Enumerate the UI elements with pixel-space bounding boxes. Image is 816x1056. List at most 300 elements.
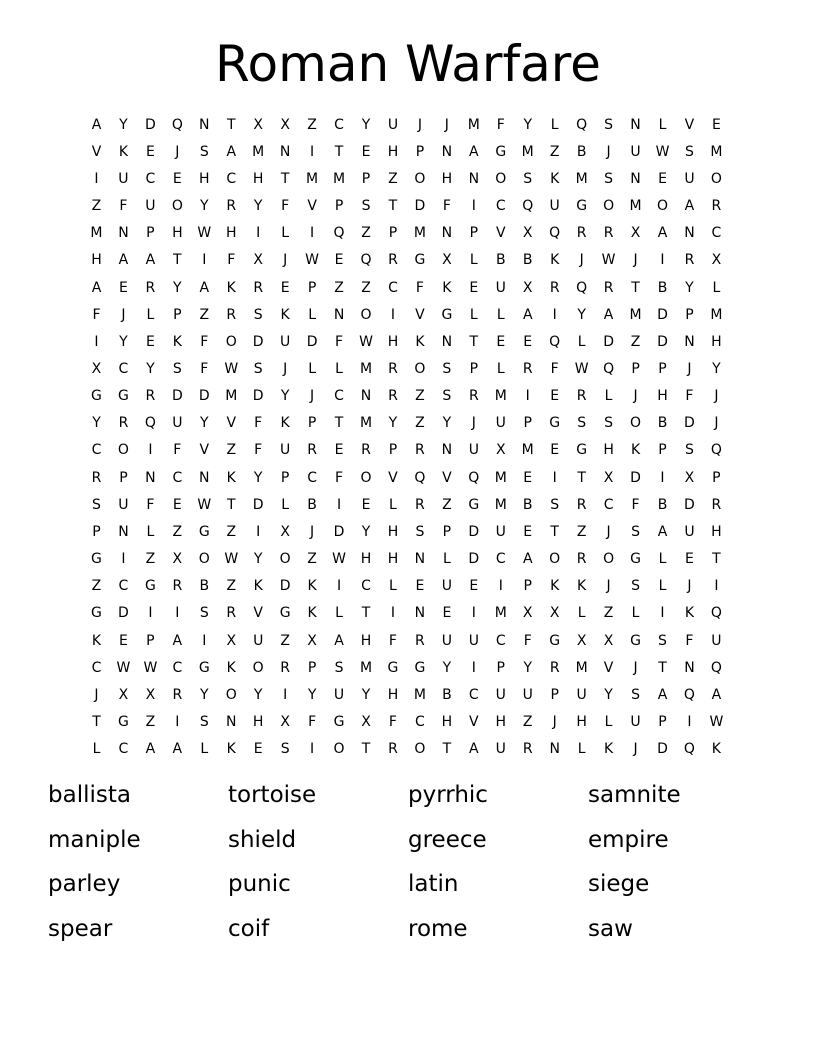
- grid-cell[interactable]: Z: [361, 225, 371, 242]
- grid-cell[interactable]: E: [361, 496, 371, 513]
- grid-cell[interactable]: A: [657, 523, 668, 540]
- grid-cell[interactable]: Z: [307, 551, 317, 568]
- grid-cell[interactable]: S: [685, 143, 694, 160]
- grid-cell[interactable]: A: [684, 198, 695, 215]
- grid-cell[interactable]: U: [522, 686, 533, 703]
- grid-cell[interactable]: X: [522, 605, 533, 622]
- grid-cell[interactable]: G: [630, 632, 641, 649]
- grid-cell[interactable]: R: [388, 252, 398, 269]
- grid-cell[interactable]: W: [332, 551, 346, 568]
- grid-cell[interactable]: G: [576, 442, 588, 459]
- grid-cell[interactable]: R: [522, 741, 533, 758]
- grid-cell[interactable]: Z: [145, 551, 156, 568]
- grid-cell[interactable]: O: [603, 198, 615, 215]
- grid-cell[interactable]: M: [306, 170, 319, 187]
- grid-cell[interactable]: K: [442, 279, 452, 296]
- grid-cell[interactable]: B: [522, 496, 533, 513]
- grid-cell[interactable]: P: [469, 225, 479, 242]
- grid-cell[interactable]: A: [118, 252, 129, 269]
- grid-cell[interactable]: O: [198, 551, 210, 568]
- grid-cell[interactable]: J: [283, 360, 288, 377]
- grid-cell[interactable]: I: [175, 714, 180, 731]
- grid-cell[interactable]: L: [200, 741, 209, 758]
- grid-cell[interactable]: S: [253, 306, 263, 323]
- grid-cell[interactable]: R: [415, 496, 425, 513]
- grid-cell[interactable]: Q: [171, 116, 183, 133]
- grid-cell[interactable]: D: [414, 198, 426, 215]
- grid-cell[interactable]: O: [360, 306, 372, 323]
- grid-cell[interactable]: E: [658, 170, 667, 187]
- grid-cell[interactable]: P: [307, 279, 317, 296]
- grid-cell[interactable]: V: [253, 605, 263, 622]
- grid-cell[interactable]: F: [254, 415, 263, 432]
- grid-cell[interactable]: A: [145, 741, 156, 758]
- grid-cell[interactable]: C: [495, 551, 506, 568]
- grid-cell[interactable]: A: [657, 686, 668, 703]
- grid-cell[interactable]: K: [550, 170, 560, 187]
- grid-cell[interactable]: Y: [361, 116, 371, 133]
- grid-cell[interactable]: F: [335, 333, 344, 350]
- grid-cell[interactable]: P: [469, 360, 479, 377]
- grid-cell[interactable]: C: [603, 496, 614, 513]
- grid-cell[interactable]: H: [252, 714, 264, 731]
- grid-cell[interactable]: P: [658, 360, 667, 377]
- grid-cell[interactable]: E: [711, 116, 721, 133]
- grid-cell[interactable]: E: [119, 632, 128, 649]
- grid-cell[interactable]: J: [633, 659, 638, 676]
- grid-cell[interactable]: X: [603, 632, 614, 649]
- grid-cell[interactable]: D: [468, 551, 480, 568]
- grid-cell[interactable]: C: [495, 632, 506, 649]
- grid-cell[interactable]: L: [335, 360, 343, 377]
- grid-cell[interactable]: G: [441, 306, 453, 323]
- grid-cell[interactable]: E: [119, 279, 128, 296]
- grid-cell[interactable]: W: [359, 333, 373, 350]
- grid-cell[interactable]: S: [523, 170, 533, 187]
- grid-cell[interactable]: M: [494, 469, 507, 486]
- grid-cell[interactable]: S: [631, 686, 640, 703]
- grid-cell[interactable]: A: [603, 306, 614, 323]
- grid-cell[interactable]: C: [307, 469, 317, 486]
- grid-cell[interactable]: R: [226, 198, 237, 215]
- grid-cell[interactable]: X: [549, 605, 560, 622]
- grid-cell[interactable]: O: [495, 170, 507, 187]
- grid-cell[interactable]: Z: [549, 143, 560, 160]
- grid-cell[interactable]: U: [495, 415, 506, 432]
- grid-cell[interactable]: T: [226, 496, 236, 513]
- grid-cell[interactable]: B: [657, 415, 668, 432]
- grid-cell[interactable]: D: [252, 496, 264, 513]
- grid-cell[interactable]: L: [631, 605, 640, 622]
- grid-cell[interactable]: W: [709, 714, 724, 731]
- grid-cell[interactable]: F: [281, 198, 290, 215]
- grid-cell[interactable]: U: [441, 632, 452, 649]
- grid-cell[interactable]: F: [415, 279, 424, 296]
- grid-cell[interactable]: F: [496, 116, 505, 133]
- grid-cell[interactable]: A: [469, 741, 479, 758]
- grid-cell[interactable]: M: [629, 198, 642, 215]
- grid-cell[interactable]: Y: [712, 360, 721, 377]
- grid-cell[interactable]: O: [414, 170, 426, 187]
- grid-cell[interactable]: R: [415, 632, 425, 649]
- grid-cell[interactable]: K: [91, 632, 102, 649]
- grid-cell[interactable]: R: [145, 388, 156, 405]
- grid-cell[interactable]: U: [684, 523, 695, 540]
- grid-cell[interactable]: R: [603, 279, 614, 296]
- grid-cell[interactable]: O: [171, 198, 183, 215]
- grid-cell[interactable]: J: [283, 252, 288, 269]
- grid-cell[interactable]: V: [469, 714, 479, 731]
- grid-cell[interactable]: D: [630, 469, 641, 486]
- grid-cell[interactable]: U: [118, 496, 129, 513]
- grid-cell[interactable]: S: [334, 659, 344, 676]
- grid-cell[interactable]: J: [552, 714, 557, 731]
- grid-cell[interactable]: P: [496, 659, 505, 676]
- grid-cell[interactable]: Q: [414, 469, 426, 486]
- grid-cell[interactable]: I: [310, 225, 315, 242]
- grid-cell[interactable]: Q: [522, 198, 534, 215]
- grid-cell[interactable]: F: [173, 442, 182, 459]
- grid-cell[interactable]: X: [442, 252, 452, 269]
- grid-cell[interactable]: O: [630, 415, 642, 432]
- grid-cell[interactable]: R: [307, 442, 317, 459]
- grid-cell[interactable]: Y: [604, 686, 613, 703]
- grid-cell[interactable]: K: [280, 415, 290, 432]
- grid-cell[interactable]: H: [172, 225, 183, 242]
- grid-cell[interactable]: E: [442, 605, 452, 622]
- grid-cell[interactable]: T: [361, 741, 371, 758]
- grid-cell[interactable]: L: [577, 333, 586, 350]
- grid-cell[interactable]: Z: [307, 116, 317, 133]
- grid-cell[interactable]: N: [118, 523, 129, 540]
- grid-cell[interactable]: N: [199, 116, 210, 133]
- grid-cell[interactable]: I: [552, 469, 557, 486]
- grid-cell[interactable]: F: [146, 496, 155, 513]
- grid-cell[interactable]: H: [387, 523, 399, 540]
- grid-cell[interactable]: J: [444, 116, 449, 133]
- grid-cell[interactable]: T: [226, 116, 236, 133]
- grid-cell[interactable]: D: [118, 605, 129, 622]
- grid-cell[interactable]: M: [521, 143, 534, 160]
- grid-cell[interactable]: O: [414, 741, 426, 758]
- grid-cell[interactable]: C: [172, 469, 183, 486]
- grid-cell[interactable]: N: [145, 469, 156, 486]
- grid-cell[interactable]: F: [685, 388, 694, 405]
- letter-grid[interactable]: [83, 111, 730, 763]
- grid-cell[interactable]: U: [468, 442, 479, 459]
- grid-cell[interactable]: M: [629, 306, 642, 323]
- grid-cell[interactable]: L: [389, 496, 397, 513]
- grid-cell[interactable]: Z: [603, 605, 614, 622]
- grid-cell[interactable]: R: [711, 198, 722, 215]
- grid-cell[interactable]: G: [414, 252, 426, 269]
- grid-cell[interactable]: S: [361, 198, 371, 215]
- grid-cell[interactable]: S: [415, 523, 425, 540]
- grid-cell[interactable]: B: [442, 686, 452, 703]
- grid-cell[interactable]: Q: [683, 741, 695, 758]
- grid-cell[interactable]: S: [92, 496, 101, 513]
- grid-cell[interactable]: V: [388, 469, 398, 486]
- grid-cell[interactable]: K: [684, 605, 695, 622]
- grid-cell[interactable]: B: [657, 279, 668, 296]
- grid-cell[interactable]: R: [361, 442, 371, 459]
- grid-cell[interactable]: Q: [333, 225, 345, 242]
- grid-cell[interactable]: G: [118, 714, 129, 731]
- grid-cell[interactable]: I: [202, 632, 207, 649]
- grid-cell[interactable]: L: [308, 360, 316, 377]
- grid-cell[interactable]: K: [118, 143, 129, 160]
- grid-cell[interactable]: Q: [576, 116, 588, 133]
- grid-cell[interactable]: N: [549, 741, 560, 758]
- grid-cell[interactable]: N: [684, 659, 695, 676]
- grid-cell[interactable]: W: [601, 252, 616, 269]
- grid-cell[interactable]: Y: [119, 116, 128, 133]
- grid-cell[interactable]: J: [606, 143, 611, 160]
- grid-cell[interactable]: E: [496, 333, 506, 350]
- grid-cell[interactable]: P: [92, 523, 101, 540]
- grid-cell[interactable]: X: [522, 279, 533, 296]
- grid-cell[interactable]: Q: [144, 415, 156, 432]
- grid-cell[interactable]: R: [388, 360, 398, 377]
- grid-cell[interactable]: T: [658, 659, 667, 676]
- grid-cell[interactable]: S: [631, 523, 640, 540]
- grid-cell[interactable]: U: [441, 578, 452, 595]
- grid-cell[interactable]: T: [361, 605, 371, 622]
- grid-cell[interactable]: Y: [361, 523, 371, 540]
- grid-cell[interactable]: I: [94, 333, 99, 350]
- grid-cell[interactable]: R: [91, 469, 102, 486]
- grid-cell[interactable]: Z: [91, 578, 102, 595]
- grid-cell[interactable]: Z: [226, 523, 237, 540]
- grid-cell[interactable]: S: [550, 496, 560, 513]
- grid-cell[interactable]: B: [307, 496, 317, 513]
- grid-cell[interactable]: X: [253, 116, 263, 133]
- grid-cell[interactable]: L: [146, 306, 155, 323]
- grid-cell[interactable]: K: [280, 306, 290, 323]
- grid-cell[interactable]: U: [333, 686, 345, 703]
- grid-cell[interactable]: K: [603, 741, 614, 758]
- grid-cell[interactable]: B: [657, 496, 668, 513]
- grid-cell[interactable]: L: [658, 578, 667, 595]
- grid-cell[interactable]: I: [471, 198, 476, 215]
- grid-cell[interactable]: X: [361, 714, 371, 731]
- grid-cell[interactable]: S: [280, 741, 290, 758]
- grid-cell[interactable]: Y: [361, 686, 371, 703]
- grid-cell[interactable]: I: [310, 143, 315, 160]
- grid-cell[interactable]: G: [414, 659, 426, 676]
- grid-cell[interactable]: N: [414, 551, 426, 568]
- grid-cell[interactable]: C: [91, 659, 102, 676]
- grid-cell[interactable]: C: [415, 714, 425, 731]
- grid-cell[interactable]: M: [575, 659, 588, 676]
- grid-cell[interactable]: I: [148, 605, 153, 622]
- grid-cell[interactable]: F: [388, 632, 397, 649]
- grid-cell[interactable]: E: [415, 578, 425, 595]
- grid-cell[interactable]: P: [550, 686, 559, 703]
- grid-cell[interactable]: I: [660, 252, 665, 269]
- grid-cell[interactable]: Z: [630, 333, 641, 350]
- grid-cell[interactable]: P: [415, 143, 425, 160]
- grid-cell[interactable]: R: [468, 388, 479, 405]
- grid-cell[interactable]: R: [226, 306, 237, 323]
- grid-cell[interactable]: F: [550, 360, 559, 377]
- grid-cell[interactable]: Z: [415, 388, 425, 405]
- grid-cell[interactable]: T: [442, 741, 452, 758]
- grid-cell[interactable]: P: [173, 306, 182, 323]
- grid-cell[interactable]: N: [468, 170, 480, 187]
- grid-cell[interactable]: M: [494, 496, 507, 513]
- grid-cell[interactable]: G: [549, 632, 561, 649]
- grid-cell[interactable]: A: [172, 632, 183, 649]
- grid-cell[interactable]: G: [576, 198, 588, 215]
- grid-cell[interactable]: K: [226, 279, 236, 296]
- grid-cell[interactable]: N: [360, 388, 372, 405]
- grid-cell[interactable]: U: [495, 741, 506, 758]
- grid-cell[interactable]: J: [417, 116, 422, 133]
- grid-cell[interactable]: N: [684, 225, 695, 242]
- grid-cell[interactable]: G: [387, 659, 399, 676]
- grid-cell[interactable]: N: [684, 333, 695, 350]
- grid-cell[interactable]: Y: [200, 686, 209, 703]
- grid-cell[interactable]: Y: [307, 686, 317, 703]
- grid-cell[interactable]: Z: [388, 170, 398, 187]
- grid-cell[interactable]: F: [92, 306, 101, 323]
- grid-cell[interactable]: Q: [710, 659, 722, 676]
- grid-cell[interactable]: J: [633, 252, 638, 269]
- grid-cell[interactable]: B: [199, 578, 210, 595]
- grid-cell[interactable]: V: [307, 198, 317, 215]
- grid-cell[interactable]: R: [576, 551, 587, 568]
- grid-cell[interactable]: D: [252, 388, 264, 405]
- grid-cell[interactable]: U: [549, 198, 560, 215]
- grid-cell[interactable]: P: [388, 225, 398, 242]
- grid-cell[interactable]: R: [549, 659, 560, 676]
- grid-cell[interactable]: O: [252, 659, 264, 676]
- grid-cell[interactable]: F: [442, 198, 451, 215]
- grid-cell[interactable]: J: [633, 741, 638, 758]
- grid-cell[interactable]: I: [525, 388, 530, 405]
- grid-cell[interactable]: E: [334, 442, 344, 459]
- grid-cell[interactable]: X: [522, 225, 533, 242]
- grid-cell[interactable]: L: [389, 578, 397, 595]
- grid-cell[interactable]: E: [145, 143, 155, 160]
- grid-cell[interactable]: E: [469, 279, 479, 296]
- grid-cell[interactable]: D: [657, 741, 668, 758]
- grid-cell[interactable]: K: [550, 252, 560, 269]
- grid-cell[interactable]: D: [657, 333, 668, 350]
- grid-cell[interactable]: M: [252, 143, 265, 160]
- grid-cell[interactable]: X: [145, 686, 156, 703]
- grid-cell[interactable]: N: [441, 143, 453, 160]
- grid-cell[interactable]: H: [495, 714, 507, 731]
- grid-cell[interactable]: I: [121, 551, 126, 568]
- grid-cell[interactable]: H: [387, 143, 399, 160]
- grid-cell[interactable]: J: [606, 523, 611, 540]
- grid-cell[interactable]: C: [468, 686, 479, 703]
- grid-cell[interactable]: U: [495, 686, 506, 703]
- grid-cell[interactable]: X: [495, 442, 506, 459]
- grid-cell[interactable]: J: [310, 388, 315, 405]
- grid-cell[interactable]: S: [604, 170, 614, 187]
- grid-cell[interactable]: H: [441, 714, 453, 731]
- grid-cell[interactable]: U: [172, 415, 183, 432]
- grid-cell[interactable]: K: [307, 605, 317, 622]
- grid-cell[interactable]: I: [310, 741, 315, 758]
- grid-cell[interactable]: G: [198, 659, 210, 676]
- grid-cell[interactable]: A: [469, 143, 479, 160]
- grid-cell[interactable]: D: [198, 388, 210, 405]
- grid-cell[interactable]: D: [333, 523, 345, 540]
- grid-cell[interactable]: M: [575, 170, 588, 187]
- grid-cell[interactable]: Q: [683, 686, 695, 703]
- grid-cell[interactable]: I: [148, 442, 153, 459]
- grid-cell[interactable]: F: [227, 252, 236, 269]
- grid-cell[interactable]: Y: [442, 415, 452, 432]
- grid-cell[interactable]: O: [603, 551, 615, 568]
- grid-cell[interactable]: K: [711, 741, 721, 758]
- grid-cell[interactable]: Y: [173, 279, 182, 296]
- grid-cell[interactable]: X: [280, 714, 290, 731]
- grid-cell[interactable]: L: [308, 306, 316, 323]
- grid-cell[interactable]: N: [226, 714, 237, 731]
- grid-cell[interactable]: J: [714, 388, 719, 405]
- grid-cell[interactable]: Y: [577, 306, 586, 323]
- grid-cell[interactable]: C: [361, 578, 371, 595]
- grid-cell[interactable]: L: [658, 551, 667, 568]
- grid-cell[interactable]: I: [202, 252, 207, 269]
- grid-cell[interactable]: X: [226, 632, 237, 649]
- grid-cell[interactable]: S: [442, 360, 452, 377]
- grid-cell[interactable]: O: [225, 686, 237, 703]
- grid-cell[interactable]: A: [657, 225, 668, 242]
- grid-cell[interactable]: L: [712, 279, 721, 296]
- grid-cell[interactable]: N: [279, 143, 291, 160]
- grid-cell[interactable]: Z: [226, 442, 237, 459]
- grid-cell[interactable]: A: [226, 143, 237, 160]
- grid-cell[interactable]: V: [442, 469, 452, 486]
- grid-cell[interactable]: N: [199, 469, 210, 486]
- grid-cell[interactable]: G: [630, 551, 641, 568]
- grid-cell[interactable]: P: [442, 523, 452, 540]
- grid-cell[interactable]: I: [471, 605, 476, 622]
- grid-cell[interactable]: I: [687, 714, 692, 731]
- grid-cell[interactable]: X: [280, 523, 290, 540]
- grid-cell[interactable]: P: [307, 659, 317, 676]
- grid-cell[interactable]: H: [387, 686, 399, 703]
- grid-cell[interactable]: P: [685, 306, 694, 323]
- grid-cell[interactable]: O: [656, 198, 668, 215]
- grid-cell[interactable]: D: [657, 306, 668, 323]
- grid-cell[interactable]: H: [360, 632, 372, 649]
- grid-cell[interactable]: I: [256, 225, 261, 242]
- grid-cell[interactable]: R: [576, 225, 587, 242]
- grid-cell[interactable]: M: [494, 388, 507, 405]
- grid-cell[interactable]: C: [226, 170, 237, 187]
- grid-cell[interactable]: R: [388, 388, 398, 405]
- grid-cell[interactable]: I: [94, 170, 99, 187]
- grid-cell[interactable]: F: [631, 496, 640, 513]
- grid-cell[interactable]: X: [576, 632, 587, 649]
- grid-cell[interactable]: J: [579, 252, 584, 269]
- grid-cell[interactable]: U: [145, 198, 156, 215]
- grid-cell[interactable]: L: [658, 116, 667, 133]
- grid-cell[interactable]: N: [630, 170, 641, 187]
- grid-cell[interactable]: S: [604, 415, 614, 432]
- grid-cell[interactable]: I: [256, 523, 261, 540]
- grid-cell[interactable]: C: [118, 360, 129, 377]
- grid-cell[interactable]: R: [253, 279, 264, 296]
- grid-cell[interactable]: O: [360, 469, 372, 486]
